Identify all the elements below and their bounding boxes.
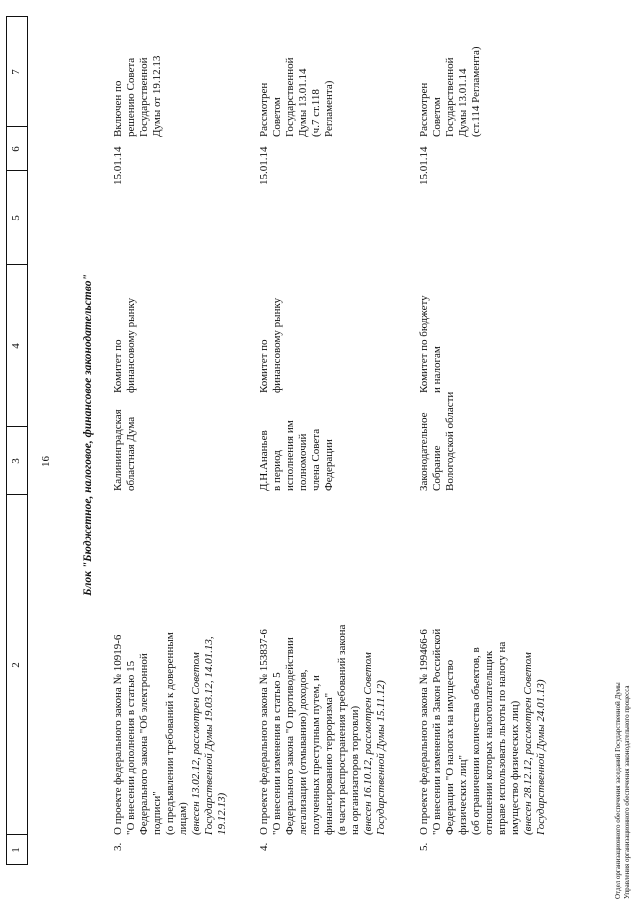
bill-line: подписи" (151, 791, 163, 835)
initiator-line: полномочий (297, 433, 309, 491)
initiator-line: в период (271, 450, 283, 491)
bill-note-line: 19.12.13) (216, 792, 228, 835)
footer-line-2: Управления организационного обеспечения законодательного процесса (623, 685, 631, 899)
row-5-initiator (418, 391, 457, 491)
bill-line: (о предъявлении требований к доверенным (164, 632, 176, 835)
decision-line: (ст.114 Регламента) (470, 46, 482, 137)
row-3-number: 3. (112, 842, 124, 851)
bill-line: на организаторов торговли) (349, 705, 361, 835)
bill-line: О проекте федерального закона № 199466-6 (418, 629, 430, 835)
decision-line: Регламента) (323, 80, 335, 137)
bill-line: "О внесении изменений в Закон Российской (431, 628, 443, 835)
bill-line: лицам) (177, 802, 189, 835)
column-number-1: 1 (10, 847, 22, 853)
bill-line: легализации (отмыванию) доходов, (297, 669, 309, 835)
bill-line: (об ограничении количества объектов, в (470, 647, 482, 835)
block-title: Блок "Бюджетное, налоговое, финансовое законодательство" (82, 274, 94, 596)
initiator-line: Вологодской области (444, 391, 456, 491)
row-4-committee (258, 268, 284, 393)
decision-line: Думы от 19.12.13 (151, 55, 163, 137)
row-5-date: 15.01.14 (418, 146, 430, 185)
row-5-committee (418, 268, 444, 393)
initiator-line: Федерации (323, 439, 335, 491)
bill-note-line: (внесен 13.02.12, рассмотрен Советом (190, 652, 202, 835)
row-4-bill (258, 505, 388, 835)
decision-line: (ч.7 ст.118 (310, 89, 322, 137)
row-4-date: 15.01.14 (258, 146, 270, 185)
row-4-decision (258, 19, 336, 137)
bill-note-line: (внесен 16.10.12, рассмотрен Советом (362, 652, 374, 835)
initiator-line: Законодательное (418, 412, 430, 491)
bill-note-line: (внесен 28.12.12, рассмотрен Советом (522, 652, 534, 835)
bill-line: О проекте федерального закона № 153837-6 (258, 629, 270, 835)
decision-line: Государственной (444, 57, 456, 137)
row-3-committee (112, 268, 138, 393)
initiator-line: исполнения им (284, 420, 296, 491)
decision-line: Думы 13.01.14 (297, 68, 309, 137)
bill-line: имущество физических лиц) (509, 700, 521, 835)
footer-line-1: Отдел организационного обеспечения заседаний Государственной Думы (614, 682, 622, 899)
bill-line: физических лиц" (457, 754, 469, 835)
initiator-line: областная Дума (125, 416, 137, 491)
header-top-border (6, 17, 7, 865)
bill-line: отношении которых налогоплательщик (483, 650, 495, 835)
row-3-decision (112, 19, 164, 137)
row-4-initiator (258, 401, 336, 491)
committee-line: Комитет по бюджету (418, 295, 430, 393)
column-number-6: 6 (10, 146, 22, 152)
bill-line: вправе использовать льготы по налогу на (496, 641, 508, 835)
decision-line: Государственной (138, 57, 150, 137)
bill-line: "О внесении изменения в статью 5 (271, 672, 283, 835)
page-number: 16 (40, 456, 52, 467)
committee-line: и налогам (431, 346, 443, 393)
column-number-4: 4 (10, 343, 22, 349)
committee-line: финансовому рынку (125, 297, 137, 393)
decision-line: Государственной (284, 57, 296, 137)
initiator-line: Калининградская (112, 409, 124, 491)
initiator-line: Д.Н.Ананьев (258, 430, 270, 491)
decision-line: Включен по (112, 80, 124, 137)
bill-line: полученных преступным путем, и (310, 675, 322, 835)
bill-line: финансированию терроризма" (323, 692, 335, 835)
decision-line: Думы 13.01.14 (457, 68, 469, 137)
bill-line: Федерального закона "Об электронной (138, 653, 150, 835)
decision-line: решению Совета (125, 57, 137, 137)
bill-line: "О внесении дополнения в статью 15 (125, 660, 137, 835)
decision-line: Советом (431, 97, 443, 137)
decision-line: Советом (271, 97, 283, 137)
bill-line: О проекте федерального закона № 10919-6 (112, 634, 124, 835)
row-4-number: 4. (258, 842, 270, 851)
initiator-line: члена Совета (310, 428, 322, 491)
initiator-line: Собрание (431, 445, 443, 491)
column-number-5: 5 (10, 215, 22, 221)
row-5-decision (418, 7, 483, 137)
committee-line: финансовому рынку (271, 297, 283, 393)
column-number-2: 2 (10, 662, 22, 668)
column-number-7: 7 (10, 69, 22, 75)
row-5-number: 5. (418, 842, 430, 851)
committee-line: Комитет по (258, 339, 270, 393)
row-3-bill (112, 505, 229, 835)
decision-line: Рассмотрен (258, 82, 270, 137)
bill-line: Федерации "О налогах на имущество (444, 659, 456, 835)
row-5-bill (418, 505, 548, 835)
column-number-3: 3 (10, 458, 22, 464)
header-bottom-border (27, 17, 28, 865)
decision-line: Рассмотрен (418, 82, 430, 137)
row-3-date: 15.01.14 (112, 146, 124, 185)
bill-line: (в части распространения требований закона (336, 624, 348, 835)
row-3-initiator (112, 401, 138, 491)
bill-note-line: Государственной Думы 15.11.12) (375, 680, 387, 835)
bill-note-line: Государственной Думы 19.03.12, 14.01.13, (203, 636, 215, 835)
committee-line: Комитет по (112, 339, 124, 393)
bill-note-line: Государственной Думы 24.01.13) (535, 679, 547, 835)
bill-line: Федерального закона "О противодействии (284, 637, 296, 835)
